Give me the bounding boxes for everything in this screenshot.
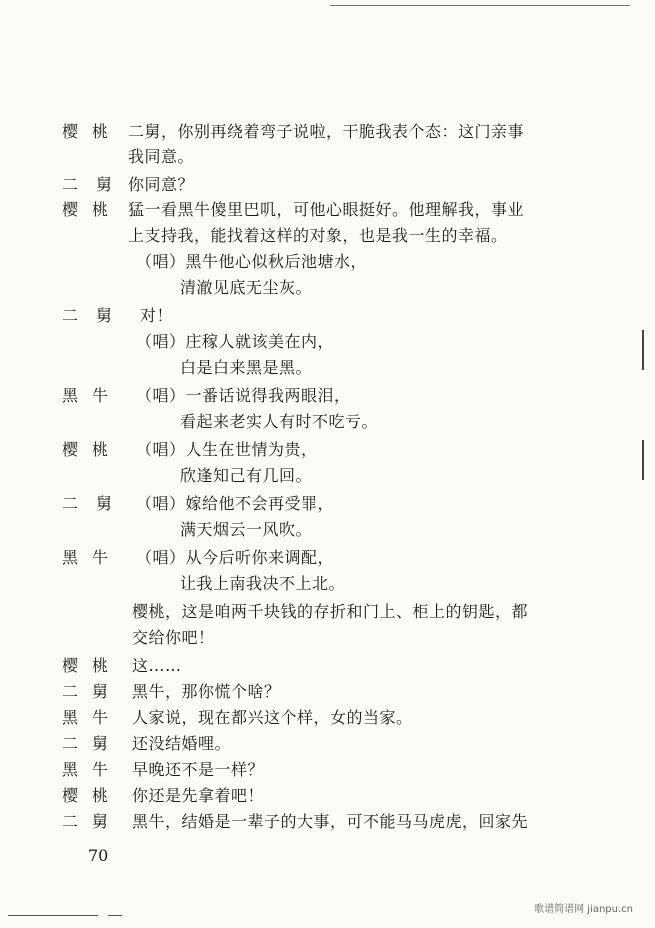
song-line: （唱）庄稼人就该美在内， [136,332,335,351]
dialogue-line: 猛一看黑牛傻里巴叽，可他心眼挺好。他理解我，事业 [128,200,525,219]
song-line: （唱）人生在世情为贵， [136,440,318,459]
song-line: 满天烟云一风吹。 [180,520,313,539]
song-line: （唱）黑牛他心似秋后池塘水， [136,252,368,271]
speaker-label: 樱桃 [62,786,123,805]
page-number: 70 [88,846,109,865]
song-line: 欣逢知己有几回。 [180,466,313,485]
dialogue-line: 交给你吧！ [132,628,215,647]
speaker-label: 二舅 [62,306,131,325]
dialogue-line: 这…… [132,656,182,675]
speaker-label: 黑牛 [62,386,123,405]
speaker-label: 樱桃 [62,200,123,219]
song-line: （唱）一番话说得我两眼泪， [136,386,351,405]
dialogue-line: 人家说，现在都兴这个样，女的当家。 [132,708,413,727]
song-line: （唱）嫁给他不会再受罪， [136,494,335,513]
dialogue-line: 对！ [140,306,174,325]
dialogue-line: 樱桃，这是咱两千块钱的存折和门上、柜上的钥匙，都 [132,602,529,621]
scan-edge-mark [642,440,644,480]
dialogue-line: 上支持我，能找着这样的对象，也是我一生的幸福。 [128,226,508,245]
dialogue-line: 早晚还不是一样？ [132,760,265,779]
speaker-label: 二舅 [62,494,131,513]
speaker-label: 黑牛 [62,548,123,567]
speaker-label: 二舅 [62,812,123,831]
dialogue-line: 还没结婚哩。 [132,734,232,753]
speaker-label: 樱桃 [62,656,123,675]
speaker-label: 黑牛 [62,708,123,727]
song-line: 清澈见底无尘灰。 [180,278,313,297]
dialogue-line: 我同意。 [128,147,195,166]
dialogue-line: 你还是先拿着吧！ [132,786,265,805]
song-line: 让我上南我决不上北。 [180,574,346,593]
speaker-label: 二舅 [62,682,123,701]
dialogue-line: 二舅，你别再绕着弯子说啦，干脆我表个态：这门亲事 [128,122,525,141]
speaker-label: 樱桃 [62,122,123,141]
speaker-label: 樱桃 [62,440,123,459]
speaker-label: 二舅 [62,734,123,753]
song-line: 看起来老实人有时不吃亏。 [180,412,379,431]
song-line: 白是白来黑是黑。 [180,358,313,377]
scan-edge-mark [642,330,644,370]
song-line: （唱）从今后听你来调配， [136,548,335,567]
top-rule [330,5,630,6]
speaker-label: 二舅 [62,175,131,194]
dialogue-line: 你同意？ [128,175,195,194]
bottom-rule [108,915,122,916]
footer-watermark: 歌谱简谱网 jianpu.cn [534,904,633,915]
bottom-rule [8,915,98,916]
speaker-label: 黑牛 [62,760,123,779]
dialogue-line: 黑牛，那你慌个啥？ [132,682,281,701]
dialogue-line: 黑牛，结婚是一辈子的大事，可不能马马虎虎，回家先 [132,812,529,831]
